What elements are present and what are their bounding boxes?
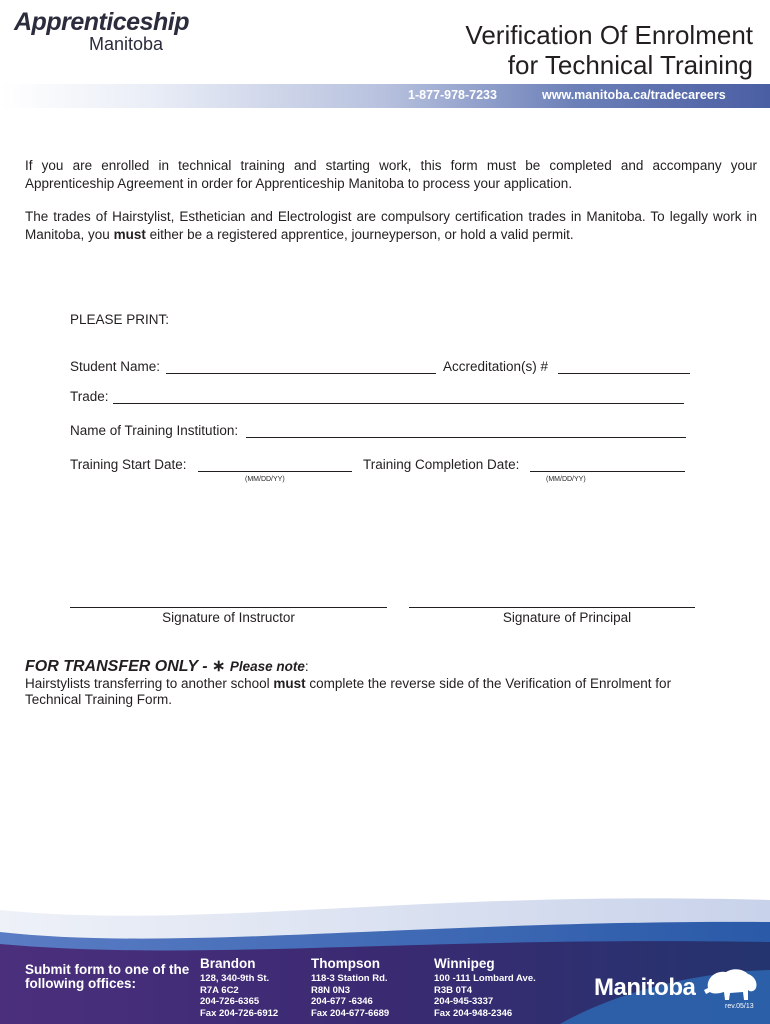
- start-date-label: Training Start Date:: [70, 457, 187, 472]
- please-print-label: PLEASE PRINT:: [70, 312, 170, 327]
- office-fax: Fax 204-677-6689: [311, 1007, 390, 1019]
- completion-date-label: Training Completion Date:: [363, 457, 520, 472]
- office-address: 118-3 Station Rd.: [311, 973, 388, 984]
- accreditation-label: Accreditation(s) #: [443, 359, 549, 374]
- intro-paragraph-1: If you are enrolled in technical training and starting work, this form must be completed and accompany your Apprenticeship Agreement in order for Apprenticeship Manitoba to process your application.: [25, 158, 757, 191]
- please-note-label: Please note: [229, 659, 305, 674]
- office-phone: 204-677 -6346: [311, 996, 373, 1007]
- logo-manitoba: Manitoba: [89, 34, 164, 54]
- transfer-title: FOR TRANSFER ONLY -: [25, 658, 208, 675]
- submit-instructions: Submit form to one of the following offices:: [25, 962, 190, 991]
- intro-p2-start: The trades of Hairstylist, Esthetician and Electrologist are compulsory certification trades in Manitoba. To legally work in Manitoba, you: [25, 209, 757, 242]
- instructor-signature-field[interactable]: [70, 607, 387, 608]
- office-address: 100 -111 Lombard Ave.: [434, 973, 536, 984]
- title-line-2: for Technical Training: [507, 50, 753, 80]
- office-address: 128, 340-9th St.: [200, 973, 270, 984]
- start-date-format-hint: (MM/DD/YY): [245, 476, 285, 483]
- office-postal-code: R8N 0N3: [311, 984, 351, 996]
- office-winnipeg: [434, 956, 536, 1019]
- transfer-heading: [25, 656, 309, 676]
- completion-date-format-hint: (MM/DD/YY): [546, 476, 586, 483]
- bison-icon: [702, 964, 760, 1004]
- office-phone: 204-945-3337: [434, 996, 494, 1007]
- trade-label: Trade:: [70, 389, 109, 404]
- transfer-text-start: Hairstylists transferring to another school: [25, 676, 274, 691]
- transfer-text-must: must: [273, 676, 306, 691]
- phone-number: 1-877-978-7233: [408, 88, 497, 102]
- student-name-field[interactable]: [166, 373, 436, 374]
- office-postal-code: R7A 6C2: [200, 984, 239, 996]
- title-line-1: Verification Of Enrolment: [465, 20, 753, 50]
- office-phone: 204-726-6365: [200, 996, 260, 1007]
- office-name: Brandon: [200, 956, 256, 971]
- office-name: Thompson: [311, 956, 380, 971]
- revision-date: rev.05/13: [725, 1003, 754, 1010]
- institution-label: Name of Training Institution:: [70, 423, 239, 438]
- institution-field[interactable]: [246, 437, 686, 438]
- transfer-text-end: complete the reverse side of the Verification of Enrolment for Technical Training Form.: [25, 676, 672, 707]
- website-link[interactable]: www.manitoba.ca/tradecareers: [542, 88, 726, 102]
- intro-p2-must: must: [113, 226, 146, 242]
- office-postal-code: R3B 0T4: [434, 984, 473, 996]
- instructor-signature-label: Signature of Instructor: [162, 610, 295, 625]
- office-fax: Fax 204-726-6912: [200, 1007, 279, 1019]
- student-name-label: Student Name:: [70, 359, 161, 374]
- office-thompson: [311, 956, 389, 1019]
- start-date-field[interactable]: [198, 471, 352, 472]
- accreditation-field[interactable]: [558, 373, 690, 374]
- manitoba-brand-logo: Manitoba: [594, 974, 696, 1001]
- completion-date-field[interactable]: [530, 471, 685, 472]
- please-note-colon: :: [304, 659, 309, 674]
- intro-p2-end: either be a registered apprentice, journeyperson, or hold a valid permit.: [145, 226, 574, 242]
- principal-signature-field[interactable]: [409, 607, 695, 608]
- page-title: [333, 20, 753, 80]
- office-fax: Fax 204-948-2346: [434, 1007, 513, 1019]
- principal-signature-label: Signature of Principal: [502, 610, 632, 625]
- intro-paragraph-2: [25, 208, 757, 243]
- office-name: Winnipeg: [434, 956, 495, 971]
- office-brandon: [200, 956, 278, 1019]
- trade-field[interactable]: [113, 403, 684, 404]
- logo-apprenticeship: Apprenticeship: [14, 8, 189, 36]
- asterisk-icon: ∗: [211, 658, 226, 675]
- transfer-text: [25, 676, 685, 708]
